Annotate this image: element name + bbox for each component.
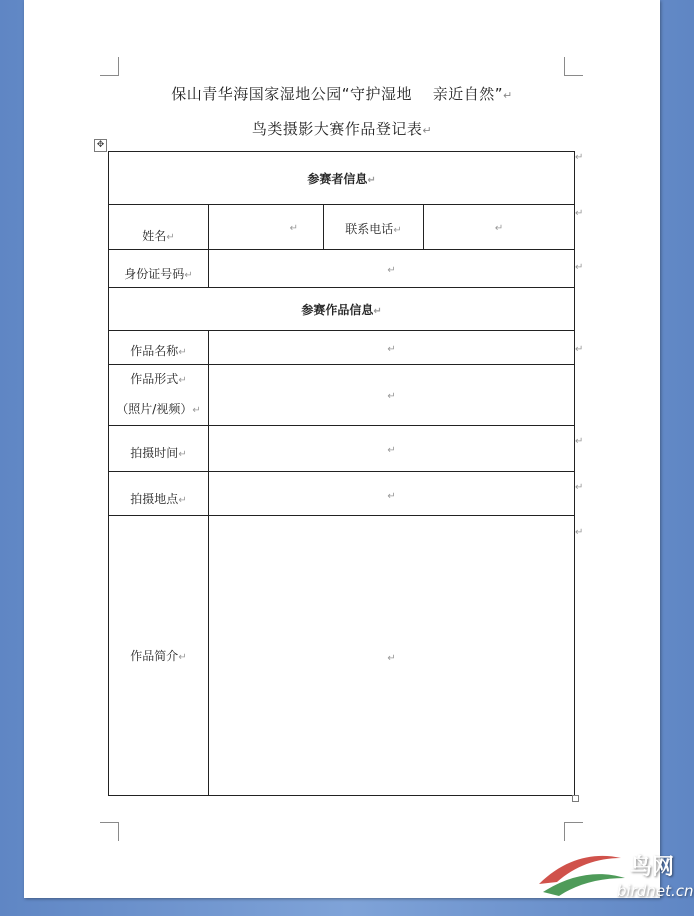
intro-label-cell xyxy=(109,516,209,796)
id-value-cell[interactable] xyxy=(209,250,575,288)
name-label: 姓名 xyxy=(142,229,167,243)
intro-label: 作品简介 xyxy=(130,649,179,663)
title-line-2-text: 鸟类摄影大赛作品登记表 xyxy=(251,120,423,138)
section-work-label: 参赛作品信息 xyxy=(301,302,374,317)
document-title-line-1 xyxy=(24,83,660,104)
birdnet-watermark xyxy=(535,848,694,908)
work-name-label: 作品名称 xyxy=(130,344,179,358)
margin-corner-top-right xyxy=(564,57,583,76)
cell-mark: ↵ xyxy=(166,232,175,243)
intro-value-cell[interactable] xyxy=(209,516,575,796)
row-end-mark: ↵ xyxy=(575,262,584,273)
watermark-cn: 鸟网 xyxy=(630,855,675,880)
work-form-label-cell xyxy=(109,365,209,426)
phone-value-cell[interactable] xyxy=(424,205,575,250)
section-participant-header xyxy=(109,152,575,205)
document-title-line-2 xyxy=(24,118,660,139)
title-line-1-text: 保山青华海国家湿地公园“守护湿地 亲近自然” xyxy=(171,85,504,103)
table-row xyxy=(109,205,575,250)
table-resize-handle[interactable] xyxy=(572,795,579,802)
watermark-url: birdnet.cn xyxy=(617,882,694,900)
margin-corner-bottom-right xyxy=(564,822,583,841)
id-label: 身份证号码 xyxy=(124,267,185,281)
work-form-label-line-1 xyxy=(109,365,208,395)
cell-mark: ↵ xyxy=(387,391,396,402)
cell-mark: ↵ xyxy=(494,223,504,234)
work-form-label-line-2 xyxy=(109,395,208,425)
paragraph-mark: ↵ xyxy=(422,124,433,137)
row-end-mark: ↵ xyxy=(575,152,584,163)
work-name-label-cell xyxy=(109,331,209,365)
work-form-value-cell[interactable] xyxy=(209,365,575,426)
section-work-header xyxy=(109,288,575,331)
margin-corner-top-left xyxy=(100,57,119,76)
cell-mark: ↵ xyxy=(178,375,187,386)
cell-mark: ↵ xyxy=(387,265,396,276)
phone-label: 联系电话 xyxy=(345,222,394,236)
cell-mark: ↵ xyxy=(178,495,187,506)
work-form-sublabel: （照片/视频） xyxy=(116,402,193,416)
name-label-cell xyxy=(109,205,209,250)
section-participant-label: 参赛者信息 xyxy=(307,171,368,186)
shoot-place-label-cell xyxy=(109,472,209,516)
cell-mark: ↵ xyxy=(373,305,382,317)
table-row xyxy=(109,472,575,516)
phone-label-cell xyxy=(324,205,424,250)
cell-mark: ↵ xyxy=(387,445,396,456)
id-label-cell xyxy=(109,250,209,288)
cell-mark: ↵ xyxy=(367,174,376,186)
paragraph-mark: ↵ xyxy=(503,89,513,102)
table-row xyxy=(109,516,575,796)
row-end-mark: ↵ xyxy=(575,527,584,538)
cell-mark: ↵ xyxy=(387,653,396,664)
row-end-mark: ↵ xyxy=(575,344,584,355)
cell-mark: ↵ xyxy=(178,449,187,460)
table-row xyxy=(109,331,575,365)
cell-mark: ↵ xyxy=(289,223,298,234)
table-row xyxy=(109,250,575,288)
row-end-mark: ↵ xyxy=(575,208,584,219)
table-row xyxy=(109,426,575,472)
work-form-label: 作品形式 xyxy=(130,372,179,386)
cell-mark: ↵ xyxy=(184,270,193,281)
work-name-value-cell[interactable] xyxy=(209,331,575,365)
row-end-mark: ↵ xyxy=(575,436,584,447)
cell-mark: ↵ xyxy=(387,344,396,355)
cell-mark: ↵ xyxy=(393,225,402,236)
shoot-place-value-cell[interactable] xyxy=(209,472,575,516)
shoot-time-value-cell[interactable] xyxy=(209,426,575,472)
shoot-time-label-cell xyxy=(109,426,209,472)
name-value-cell[interactable] xyxy=(209,205,324,250)
shoot-place-label: 拍摄地点 xyxy=(130,492,179,506)
cell-mark: ↵ xyxy=(387,491,396,502)
shoot-time-label: 拍摄时间 xyxy=(130,446,179,460)
table-row xyxy=(109,365,575,426)
registration-form-table xyxy=(108,151,575,796)
table-row xyxy=(109,152,575,205)
cell-mark: ↵ xyxy=(178,652,187,663)
table-move-handle-icon[interactable]: ✥ xyxy=(94,139,107,152)
cell-mark: ↵ xyxy=(192,405,201,416)
table-row xyxy=(109,288,575,331)
row-end-mark: ↵ xyxy=(575,482,584,493)
cell-mark: ↵ xyxy=(178,347,187,358)
document-page xyxy=(24,0,660,898)
margin-corner-bottom-left xyxy=(100,822,119,841)
